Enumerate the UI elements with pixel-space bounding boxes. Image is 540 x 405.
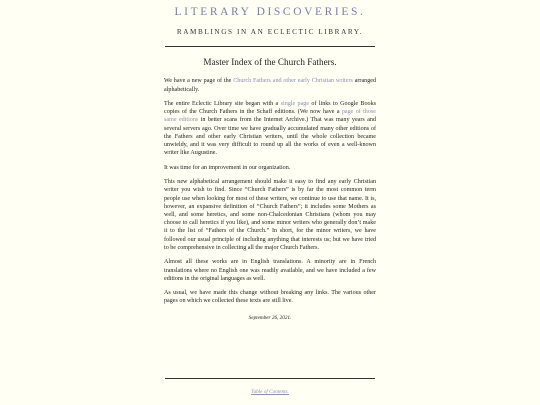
church-fathers-link[interactable]: Church Fathers and other early Christian writers — [233, 78, 353, 85]
paragraph-5: Almost all these works are in English translations. A minority are in French translations where no English one was readily available, and we have included a few editions in the original languages as well. — [164, 259, 376, 282]
p2-text-a: The entire Eclectic Library site began with a — [164, 101, 281, 108]
p2-text-c: in better scans from the Internet Archive.) That was many years and several servers ago. Over time we have gradually accumulated many other editions of the Fathers and other early Christian writers, until the whole collection became unwieldy, and it was very difficult to round up all the works of even a well-known writer like Augustine. — [164, 117, 376, 157]
top-divider — [165, 46, 375, 47]
paragraph-3: It was time for an improvement in our organization. — [164, 164, 291, 171]
p2-text-b: of links to Google Books copies of the Church Fathers in the Schaff editions. (We now have a — [164, 101, 376, 116]
table-of-contents-link[interactable]: Table of Contents. — [251, 389, 289, 395]
p1-text-before: We have a new page of the — [164, 78, 234, 85]
bottom-divider — [165, 378, 375, 379]
site-title-dot: . — [359, 6, 366, 18]
paragraph-6: As usual, we have made this change without breaking any links. The various other pages on which we collected these texts are still live. — [164, 290, 376, 305]
single-page-link[interactable]: single page — [280, 101, 310, 108]
paragraph-1 — [164, 77, 376, 93]
p1-text-after: arranged alphabetically. — [164, 78, 377, 93]
article-heading: Master Index of the Church Fathers. — [203, 57, 337, 67]
site-subtitle: RAMBLINGS IN AN ECLECTIC LIBRARY. — [176, 28, 364, 36]
paragraph-4: This new alphabetical arrangement should make it easy to find any early Christian writer you wish to find. Since “Church Fathers” is by far the most common term people use when looking for most of these writers, we continue to use that name. It is, however, an expansive definition of “Church Fathers”; it includes some Mothers as well, and some heretics, and some non-Chalcedonian Christians (whom you may choose to call heretics if you like), and some minor writers who generally don’t make it to the list of “Fathers of the Church.” In short, for the minor writers, we have followed our usual principle of including anything that interests us; but we have tried to be comprehensive in collecting all the major Church Fathers. — [164, 179, 376, 251]
paragraph-2 — [164, 100, 376, 158]
site-title[interactable] — [0, 6, 540, 18]
site-title-text: LITERARY DISCOVERIES — [174, 6, 360, 18]
same-editions-link[interactable]: page of those same editions — [164, 109, 376, 124]
article — [164, 55, 376, 328]
post-date: September 26, 2021. — [248, 314, 292, 321]
